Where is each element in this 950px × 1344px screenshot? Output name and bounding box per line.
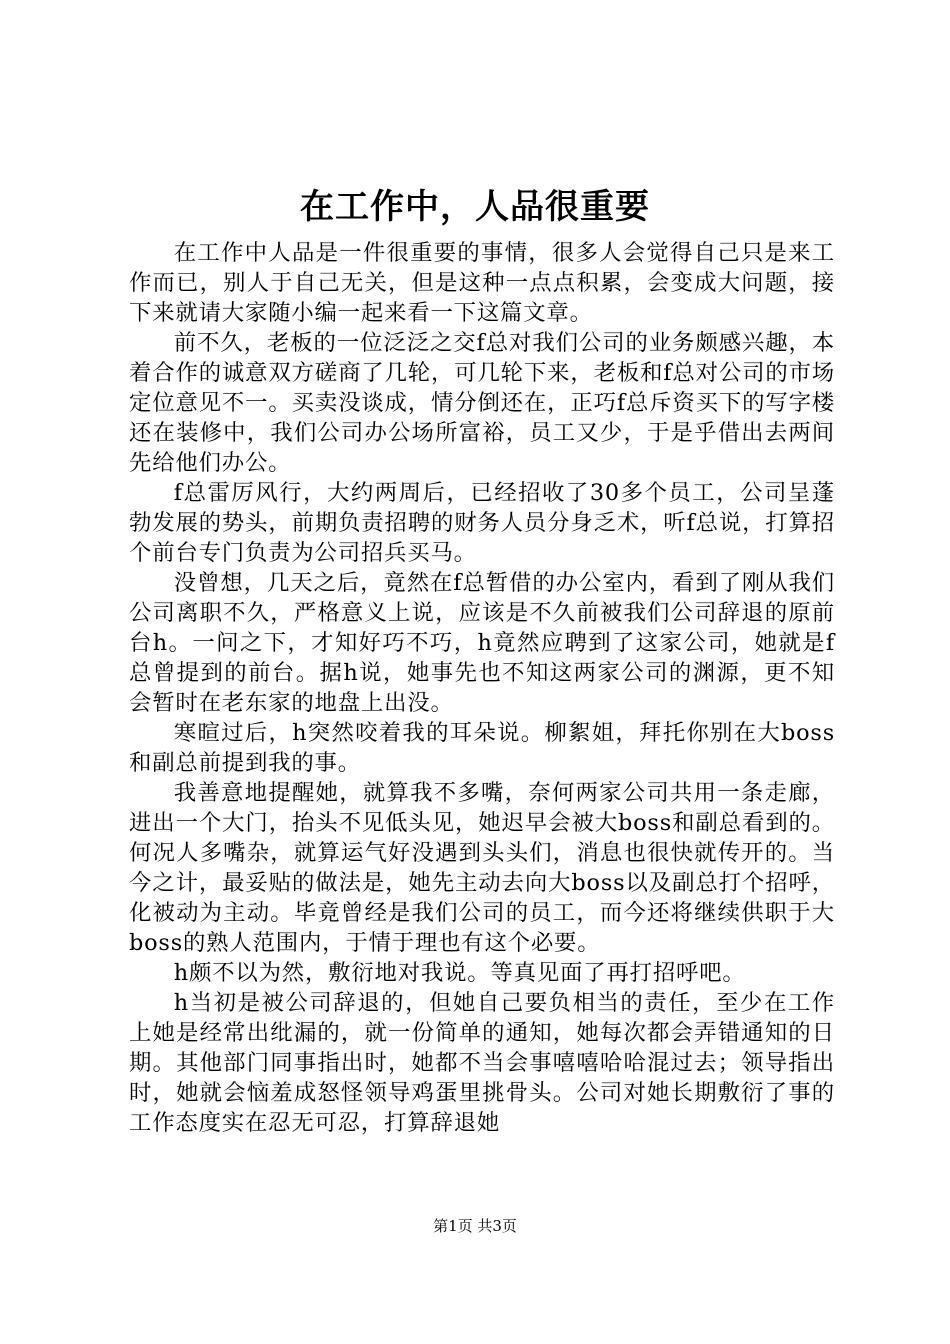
paragraph-5: 寒暄过后，h突然咬着我的耳朵说。柳絮姐，拜托你别在大boss和副总前提到我的事。 <box>129 720 835 776</box>
paragraph-2: 前不久，老板的一位泛泛之交f总对我们公司的业务颇感兴趣，本着合作的诚意双方磋商了几轮，可几轮下来，老板和f总对公司的市场定位意见不一。买卖没谈成，情分倒还在，正巧f总斥资买下的写字楼还在装修中，我们公司办公场所富裕，员工又少，于是乎借出去两间先给他们办公。 <box>129 330 835 476</box>
paragraph-6: 我善意地提醒她，就算我不多嘴，奈何两家公司共用一条走廊，进出一个大门，抬头不见低头见，她迟早会被大boss和副总看到的。何况人多嘴杂，就算运气好没遇到头头们，消息也很快就传开的。当今之计，最妥贴的做法是，她先主动去向大boss以及副总打个招呼，化被动为主动。毕竟曾经是我们公司的员工，而今还将继续供职于大boss的熟人范围内，于情于理也有这个必要。 <box>129 780 835 956</box>
paragraph-4: 没曾想，几天之后，竟然在f总暂借的办公室内，看到了刚从我们公司离职不久，严格意义上说，应该是不久前被我们公司辞退的原前台h。一问之下，才知好巧不巧，h竟然应聘到了这家公司，她就是f总曾提到的前台。据h说，她事先也不知这两家公司的渊源，更不知会暂时在老东家的地盘上出没。 <box>129 570 835 716</box>
paragraph-8: h当初是被公司辞退的，但她自己要负相当的责任，至少在工作上她是经常出纰漏的，就一份简单的通知，她每次都会弄错通知的日期。其他部门同事指出时，她都不当会事嘻嘻哈哈混过去；领导指出时，她就会恼羞成怒怪领导鸡蛋里挑骨头。公司对她长期敷衍了事的工作态度实在忍无可忍，打算辞退她 <box>129 990 835 1136</box>
document-body <box>129 238 835 1138</box>
paragraph-7: h颇不以为然，敷衍地对我说。等真见面了再打招呼吧。 <box>173 960 746 986</box>
document-title: 在工作中，人品很重要 <box>300 187 650 227</box>
paragraph-1: 在工作中人品是一件很重要的事情，很多人会觉得自己只是来工作而已，别人于自己无关，但是这种一点点积累，会变成大问题，接下来就请大家随小编一起来看一下这篇文章。 <box>129 240 835 326</box>
page-number-footer: 第1页 共3页 <box>433 1217 517 1235</box>
paragraph-3: f总雷厉风行，大约两周后，已经招收了30多个员工，公司呈蓬勃发展的势头，前期负责招聘的财务人员分身乏术，听f总说，打算招个前台专门负责为公司招兵买马。 <box>129 480 835 566</box>
